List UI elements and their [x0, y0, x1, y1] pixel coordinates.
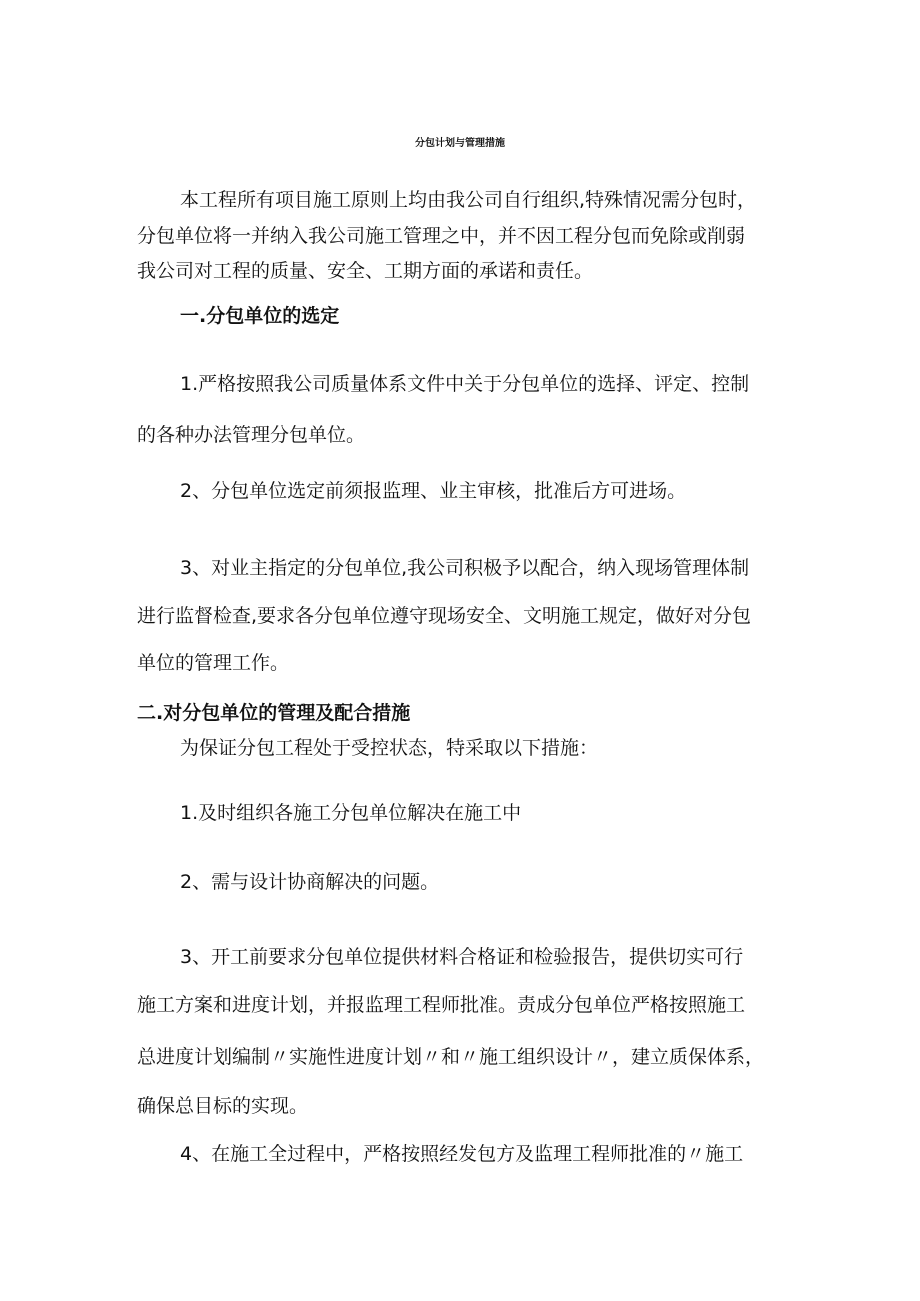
section2-item3-line4: 确保总目标的实现。	[137, 1095, 309, 1117]
section1-heading: 一.分包单位的选定	[180, 305, 340, 327]
section2-item3-line3: 总进度计划编制〃实施性进度计划〃和〃施工组织设计〃，建立质保体系，	[137, 1046, 765, 1068]
section1-item3-line3: 单位的管理工作。	[137, 652, 290, 674]
section2-item4-line1: 4、在施工全过程中，严格按照经发包方及监理工程师批准的〃施工	[180, 1143, 744, 1165]
section1-item2: 2、分包单位选定前须报监理、业主审核，批准后方可进场。	[180, 480, 687, 502]
section1-item3-line1: 3、对业主指定的分包单位,我公司积极予以配合，纳入现场管理体制	[180, 557, 750, 579]
section2-intro: 为保证分包工程处于受控状态，特采取以下措施：	[180, 737, 599, 759]
section1-item1-line1: 1.严格按照我公司质量体系文件中关于分包单位的选择、评定、控制	[180, 373, 750, 395]
section2-item1: 1.及时组织各施工分包单位解决在施工中	[180, 802, 522, 824]
section2-item3-line1: 3、开工前要求分包单位提供材料合格证和检验报告，提供切实可行	[180, 946, 744, 968]
section1-item3-line2: 进行监督检查,要求各分包单位遵守现场安全、文明施工规定，做好对分包	[137, 605, 752, 627]
intro-line-1: 本工程所有项目施工原则上均由我公司自行组织,特殊情况需分包时，	[180, 189, 757, 211]
section1-item1-line2: 的各种办法管理分包单位。	[137, 424, 366, 446]
intro-line-2: 分包单位将一并纳入我公司施工管理之中，并不因工程分包而免除或削弱	[137, 225, 746, 247]
page-title: 分包计划与管理措施	[415, 138, 505, 149]
section2-item3-line2: 施工方案和进度计划，并报监理工程师批准。责成分包单位严格按照施工	[137, 994, 746, 1016]
section2-heading: 二.对分包单位的管理及配合措施	[137, 702, 411, 724]
section2-item2: 2、需与设计协商解决的问题。	[180, 871, 440, 893]
intro-line-3: 我公司对工程的质量、安全、工期方面的承诺和责任。	[137, 260, 594, 282]
